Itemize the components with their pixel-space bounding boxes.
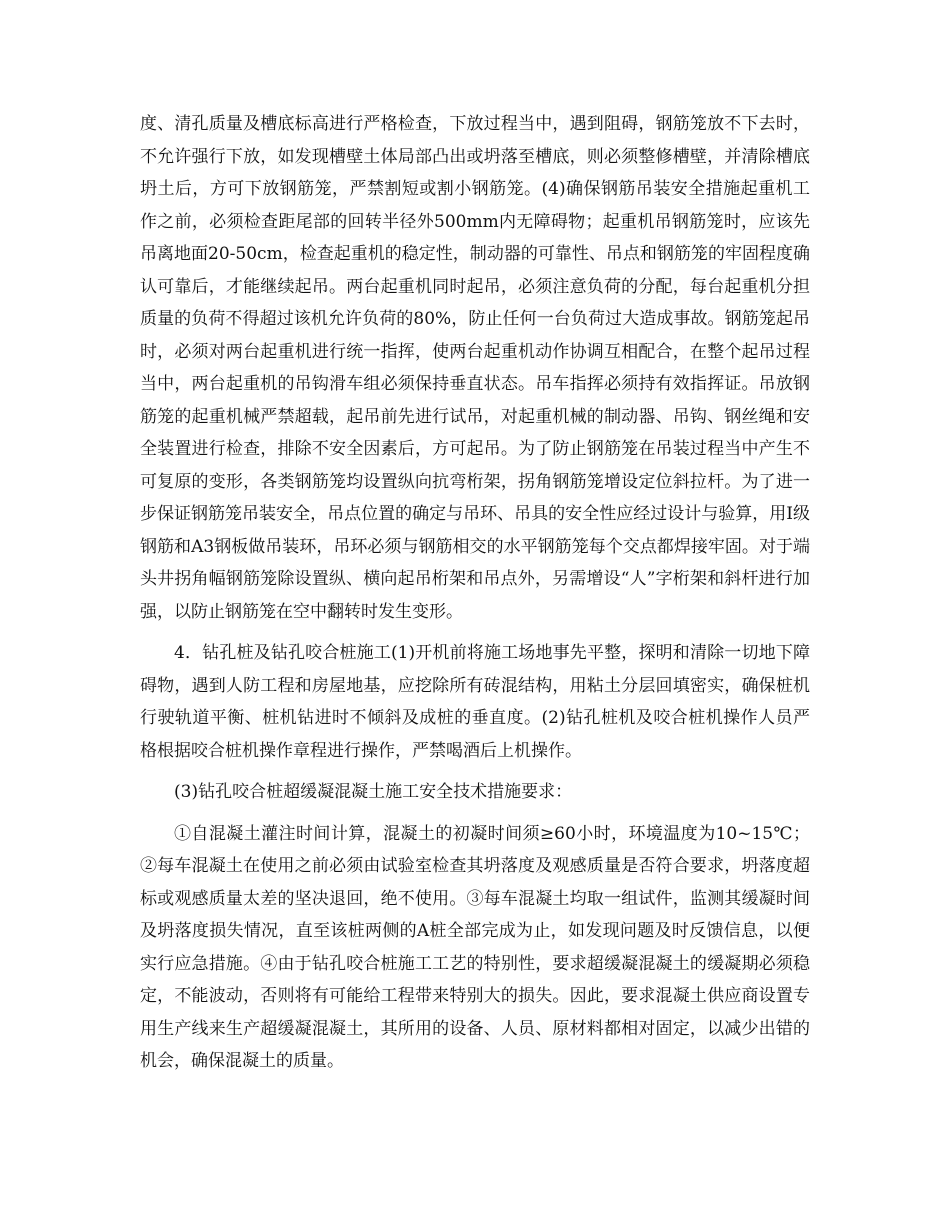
- paragraph-concrete-safety-requirements: ①自混凝土灌注时间计算，混凝土的初凝时间须≥60小时，环境温度为10~15℃；②每车混凝土在使用之前必须由试验室检查其坍落度及观感质量是否符合要求，坍落度超标或观感质量太差的坚决退回，绝不使用。③每车混凝土均取一组试件，监测其缓凝时间及坍落度损失情况，直至该桩两侧的A桩全部完成为止，如发现问题及时反馈信息，以便实行应急措施。④由于钻孔咬合桩施工工艺的特别性，要求超缓凝混凝土的缓凝期必须稳定，不能波动，否则将有可能给工程带来特别大的损失。因此，要求混凝土供应商设置专用生产线来生产超缓凝混凝土，其所用的设备、人员、原材料都相对固定，以减少出错的机会，确保混凝土的质量。: [140, 823, 810, 1071]
- paragraph-concrete-safety-heading: (3)钻孔咬合桩超缓凝混凝土施工安全技术措施要求：: [174, 782, 573, 802]
- document-body: [140, 108, 810, 1087]
- paragraph-bored-pile-construction: 4．钻孔桩及钻孔咬合桩施工(1)开机前将施工场地事先平整，探明和清除一切地下障碍物，遇到人防工程和房屋地基，应挖除所有砖混结构，用粘土分层回填密实，确保桩机行驶轨道平衡、桩机钻进时不倾斜及成桩的垂直度。(2)钻孔桩机及咬合桩机操作人员严格根据咬合桩机操作章程进行操作，严禁喝酒后上机操作。: [140, 643, 810, 761]
- paragraph-rebar-cage-lifting: 度、清孔质量及槽底标高进行严格检查，下放过程当中，遇到阻碍，钢筋笼放不下去时，不允许强行下放，如发现槽壁土体局部凸出或坍落至槽底，则必须整修槽壁，并清除槽底坍土后，方可下放钢筋笼，严禁割短或割小钢筋笼。(4)确保钢筋吊装安全措施起重机工作之前，必须检查距尾部的回转半径外500mm内无障碍物；起重机吊钢筋笼时，应该先吊离地面20-50cm，检查起重机的稳定性，制动器的可靠性、吊点和钢筋笼的牢固程度确认可靠后，才能继续起吊。两台起重机同时起吊，必须注意负荷的分配，每台起重机分担质量的负荷不得超过该机允许负荷的80%，防止任何一台负荷过大造成事故。钢筋笼起吊时，必须对两台起重机进行统一指挥，使两台起重机动作协调互相配合，在整个起吊过程当中，两台起重机的吊钩滑车组必须保持垂直状态。吊车指挥必须持有效指挥证。吊放钢筋笼的起重机械严禁超载，起吊前先进行试吊，对起重机械的制动器、吊钩、钢丝绳和安全装置进行检查，排除不安全因素后，方可起吊。为了防止钢筋笼在吊装过程当中产生不可复原的变形，各类钢筋笼均设置纵向抗弯桁架，拐角钢筋笼增设定位斜拉杆。为了进一步保证钢筋笼吊装安全，吊点位置的确定与吊环、吊具的安全性应经过设计与验算，用Ⅰ级钢筋和A3钢板做吊装环，吊环必须与钢筋相交的水平钢筋笼每个交点都焊接牢固。对于端头井拐角幅钢筋笼除设置纵、横向起吊桁架和吊点外，另需增设“人”字桁架和斜杆进行加强，以防止钢筋笼在空中翻转时发生变形。: [140, 114, 810, 622]
